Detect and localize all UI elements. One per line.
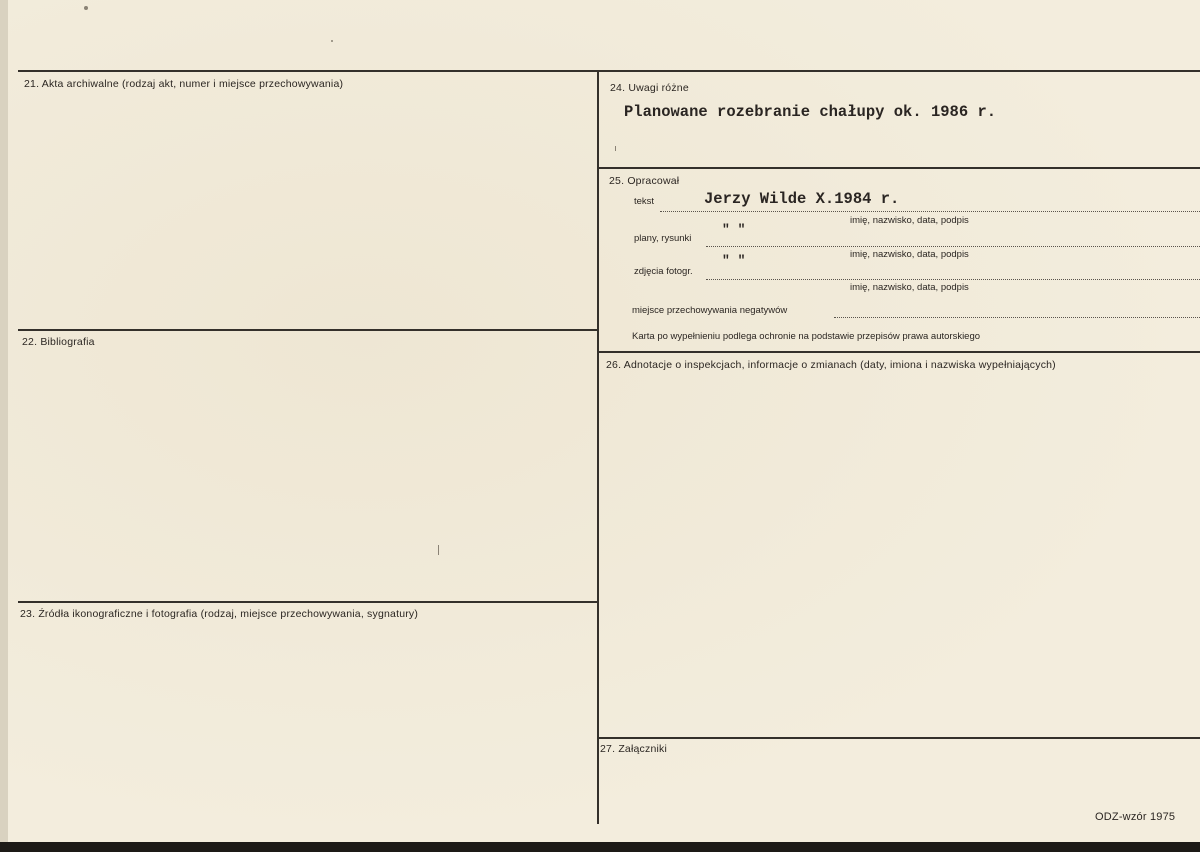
scan-speck <box>438 545 439 555</box>
section-23-label: 23. Źródła ikonograficzne i fotografia (rodzaj, miejsce przechowywania, sygnatury) <box>20 608 419 620</box>
paper-left-edge <box>0 0 8 842</box>
uwagi-typed-text: Planowane rozebranie chałupy ok. 1986 r. <box>624 103 997 121</box>
rule-25 <box>598 167 1200 169</box>
form-sheet <box>8 0 1200 842</box>
tekst-typed-value: Jerzy Wilde X.1984 r. <box>704 190 900 208</box>
zdjecia-label: zdjęcia fotogr. <box>634 266 693 277</box>
scan-speck <box>331 40 333 42</box>
negatywy-dotted-line <box>834 317 1200 318</box>
center-divider <box>597 72 599 824</box>
plany-ditto: " " <box>722 222 746 237</box>
rule-26 <box>598 351 1200 353</box>
top-rule <box>18 70 1200 72</box>
plany-dotted-line <box>706 246 1200 247</box>
zdjecia-hint: imię, nazwisko, data, podpis <box>850 282 969 293</box>
section-25-label: 25. Opracował <box>609 175 680 187</box>
scan-speck <box>615 146 616 151</box>
section-21-label: 21. Akta archiwalne (rodzaj akt, numer i miejsce przechowywania) <box>24 78 344 90</box>
scan-speck <box>84 6 88 10</box>
rule-27 <box>598 737 1200 739</box>
section-27-label: 27. Załączniki <box>600 743 667 755</box>
rule-22 <box>18 329 598 331</box>
negatywy-label: miejsce przechowywania negatywów <box>632 305 788 316</box>
plany-hint: imię, nazwisko, data, podpis <box>850 249 969 260</box>
copyright-note: Karta po wypełnieniu podlega ochronie na podstawie przepisów prawa autorskiego <box>632 331 981 342</box>
zdjecia-ditto: " " <box>722 253 746 268</box>
rule-23 <box>18 601 598 603</box>
tekst-dotted-line <box>660 211 1200 212</box>
section-24-label: 24. Uwagi różne <box>610 82 689 94</box>
zdjecia-dotted-line <box>706 279 1200 280</box>
scan-bottom-strip <box>0 842 1200 852</box>
form-footer: ODZ-wzór 1975 <box>1095 811 1176 823</box>
tekst-label: tekst <box>634 196 655 207</box>
tekst-hint: imię, nazwisko, data, podpis <box>850 215 969 226</box>
plany-label: plany, rysunki <box>634 233 692 244</box>
section-22-label: 22. Bibliografia <box>22 336 95 348</box>
section-26-label: 26. Adnotacje o inspekcjach, informacje o zmianach (daty, imiona i nazwiska wypełniających) <box>606 359 1056 371</box>
